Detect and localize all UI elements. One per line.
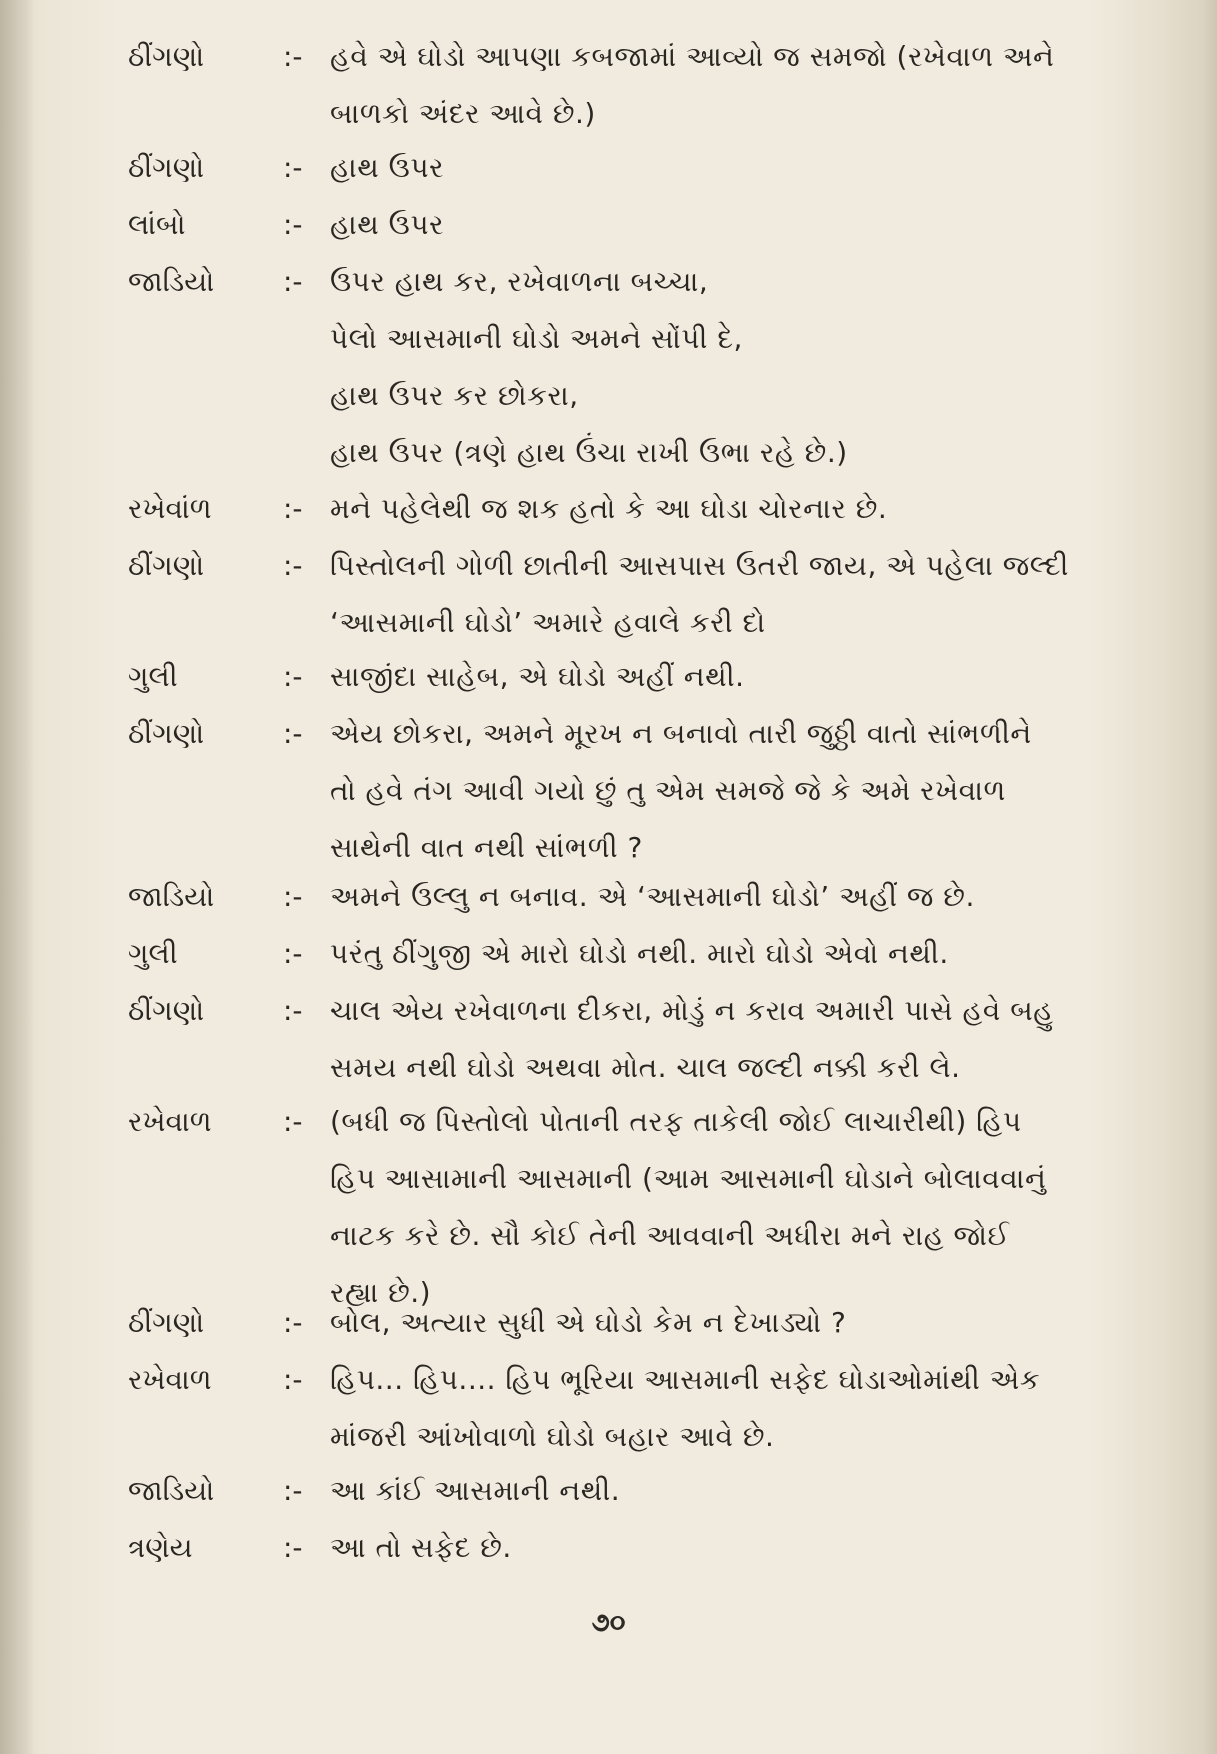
dialogue-line: હિપ... હિપ.... હિપ ભૂરિયા આસમાની સફેદ ઘોડાઓમાંથી એક [330, 1363, 1040, 1396]
speaker-name: ઠીંગણો [128, 994, 205, 1027]
dialogue-line: રહ્યા છે.) [330, 1276, 432, 1309]
speaker-separator: :- [283, 994, 303, 1027]
dialogue-entry [0, 253, 1217, 481]
dialogue-entry [0, 28, 1217, 142]
dialogue-line: (બધી જ પિસ્તોલો પોતાની તરફ તાકેલી જોઈ લાચારીથી) હિપ [330, 1105, 1022, 1138]
dialogue-line: પેલો આસમાની ઘોડો અમને સોંપી દે, [330, 322, 743, 355]
speaker-separator: :- [283, 660, 303, 693]
speaker-separator: :- [283, 492, 303, 525]
dialogue-line: બાળકો અંદર આવે છે.) [330, 97, 596, 130]
speaker-name: ઠીંગણો [128, 151, 205, 184]
dialogue-entry [0, 1294, 1217, 1351]
speaker-name: ઠીંગણો [128, 717, 205, 750]
dialogue-line: મને પહેલેથી જ શક હતો કે આ ઘોડા ચોરનાર છે. [330, 492, 888, 525]
dialogue-entry [0, 1351, 1217, 1465]
speaker-name: રખેવાળ [128, 1105, 212, 1138]
dialogue-line: હાથ ઉપર (ત્રણે હાથ ઉંચા રાખી ઉભા રહે છે.) [330, 436, 848, 469]
dialogue-line: ચાલ એય રખેવાળના દીકરા, મોડું ન કરાવ અમારી પાસે હવે બહુ [330, 994, 1054, 1027]
dialogue-line: સાથેની વાત નથી સાંભળી ? [330, 831, 643, 864]
dialogue-line: હિપ આસામાની આસમાની (આમ આસમાની ઘોડાને બોલાવવાનું [330, 1162, 1047, 1195]
dialogue-line: હવે એ ઘોડો આપણા કબજામાં આવ્યો જ સમજો (રખેવાળ અને [330, 40, 1055, 73]
dialogue-line: ઉપર હાથ કર, રખેવાળના બચ્ચા, [330, 265, 709, 298]
dialogue-entry [0, 480, 1217, 537]
dialogue-line: પિસ્તોલની ગોળી છાતીની આસપાસ ઉતરી જાય, એ પહેલા જલ્દી [330, 549, 1069, 582]
speaker-name: જાડિયો [128, 265, 215, 298]
speaker-separator: :- [283, 151, 303, 184]
speaker-separator: :- [283, 717, 303, 750]
dialogue-line: સમય નથી ઘોડો અથવા મોત. ચાલ જલ્દી નક્કી કરી લે. [330, 1051, 961, 1084]
speaker-separator: :- [283, 1474, 303, 1507]
dialogue-entry [0, 925, 1217, 982]
dialogue-entry [0, 1519, 1217, 1576]
page-number: ૭૦ [591, 1608, 626, 1638]
dialogue-line: માંજરી આંખોવાળો ઘોડો બહાર આવે છે. [330, 1420, 775, 1453]
speaker-name: ઠીંગણો [128, 1306, 205, 1339]
dialogue-entry [0, 1462, 1217, 1519]
speaker-name: ગુલી [128, 660, 178, 693]
speaker-name: લાંબો [128, 208, 186, 241]
dialogue-entry [0, 982, 1217, 1096]
dialogue-entry [0, 868, 1217, 925]
dialogue-line: હાથ ઉપર કર છોકરા, [330, 379, 579, 412]
speaker-separator: :- [283, 880, 303, 913]
speaker-separator: :- [283, 937, 303, 970]
dialogue-line: આ કાંઈ આસમાની નથી. [330, 1474, 621, 1507]
dialogue-line: હાથ ઉપર [330, 151, 444, 184]
dialogue-entry [0, 196, 1217, 253]
dialogue-line: ‘આસમાની ઘોડો’ અમારે હવાલે કરી દો [330, 606, 766, 639]
dialogue-line: સાજીંદા સાહેબ, એ ઘોડો અહીં નથી. [330, 660, 745, 693]
speaker-separator: :- [283, 208, 303, 241]
speaker-name: ગુલી [128, 937, 178, 970]
speaker-name: રખેવાંળ [128, 492, 212, 525]
dialogue-line: અમને ઉલ્લુ ન બનાવ. એ ‘આસમાની ઘોડો’ અહીં જ છે. [330, 880, 975, 913]
dialogue-line: હાથ ઉપર [330, 208, 444, 241]
dialogue-entry [0, 648, 1217, 705]
speaker-separator: :- [283, 1306, 303, 1339]
speaker-separator: :- [283, 549, 303, 582]
dialogue-line: બોલ, અત્યાર સુધી એ ઘોડો કેમ ન દેખાડ્યો ? [330, 1306, 847, 1339]
dialogue-line: એય છોકરા, અમને મૂરખ ન બનાવો તારી જુઠ્ઠી વાતો સાંભળીને [330, 717, 1032, 750]
speaker-name: ઠીંગણો [128, 40, 205, 73]
speaker-separator: :- [283, 40, 303, 73]
speaker-separator: :- [283, 1105, 303, 1138]
speaker-name: જાડિયો [128, 1474, 215, 1507]
dialogue-line: આ તો સફેદ છે. [330, 1531, 512, 1564]
dialogue-entry [0, 705, 1217, 876]
speaker-name: જાડિયો [128, 880, 215, 913]
dialogue-line: તો હવે તંગ આવી ગયો છું તુ એમ સમજે જે કે અમે રખેવાળ [330, 774, 1006, 807]
dialogue-entry [0, 1093, 1217, 1321]
speaker-name: ત્રણેય [128, 1531, 193, 1564]
dialogue-entry [0, 139, 1217, 196]
dialogue-entry [0, 537, 1217, 651]
speaker-name: રખેવાળ [128, 1363, 212, 1396]
dialogue-line: પરંતુ ઠીંગુજી એ મારો ઘોડો નથી. મારો ઘોડો એવો નથી. [330, 937, 949, 970]
speaker-separator: :- [283, 265, 303, 298]
dialogue-line: નાટક કરે છે. સૌ કોઈ તેની આવવાની અધીરા મને રાહ જોઈ [330, 1219, 1010, 1252]
speaker-separator: :- [283, 1531, 303, 1564]
speaker-separator: :- [283, 1363, 303, 1396]
speaker-name: ઠીંગણો [128, 549, 205, 582]
